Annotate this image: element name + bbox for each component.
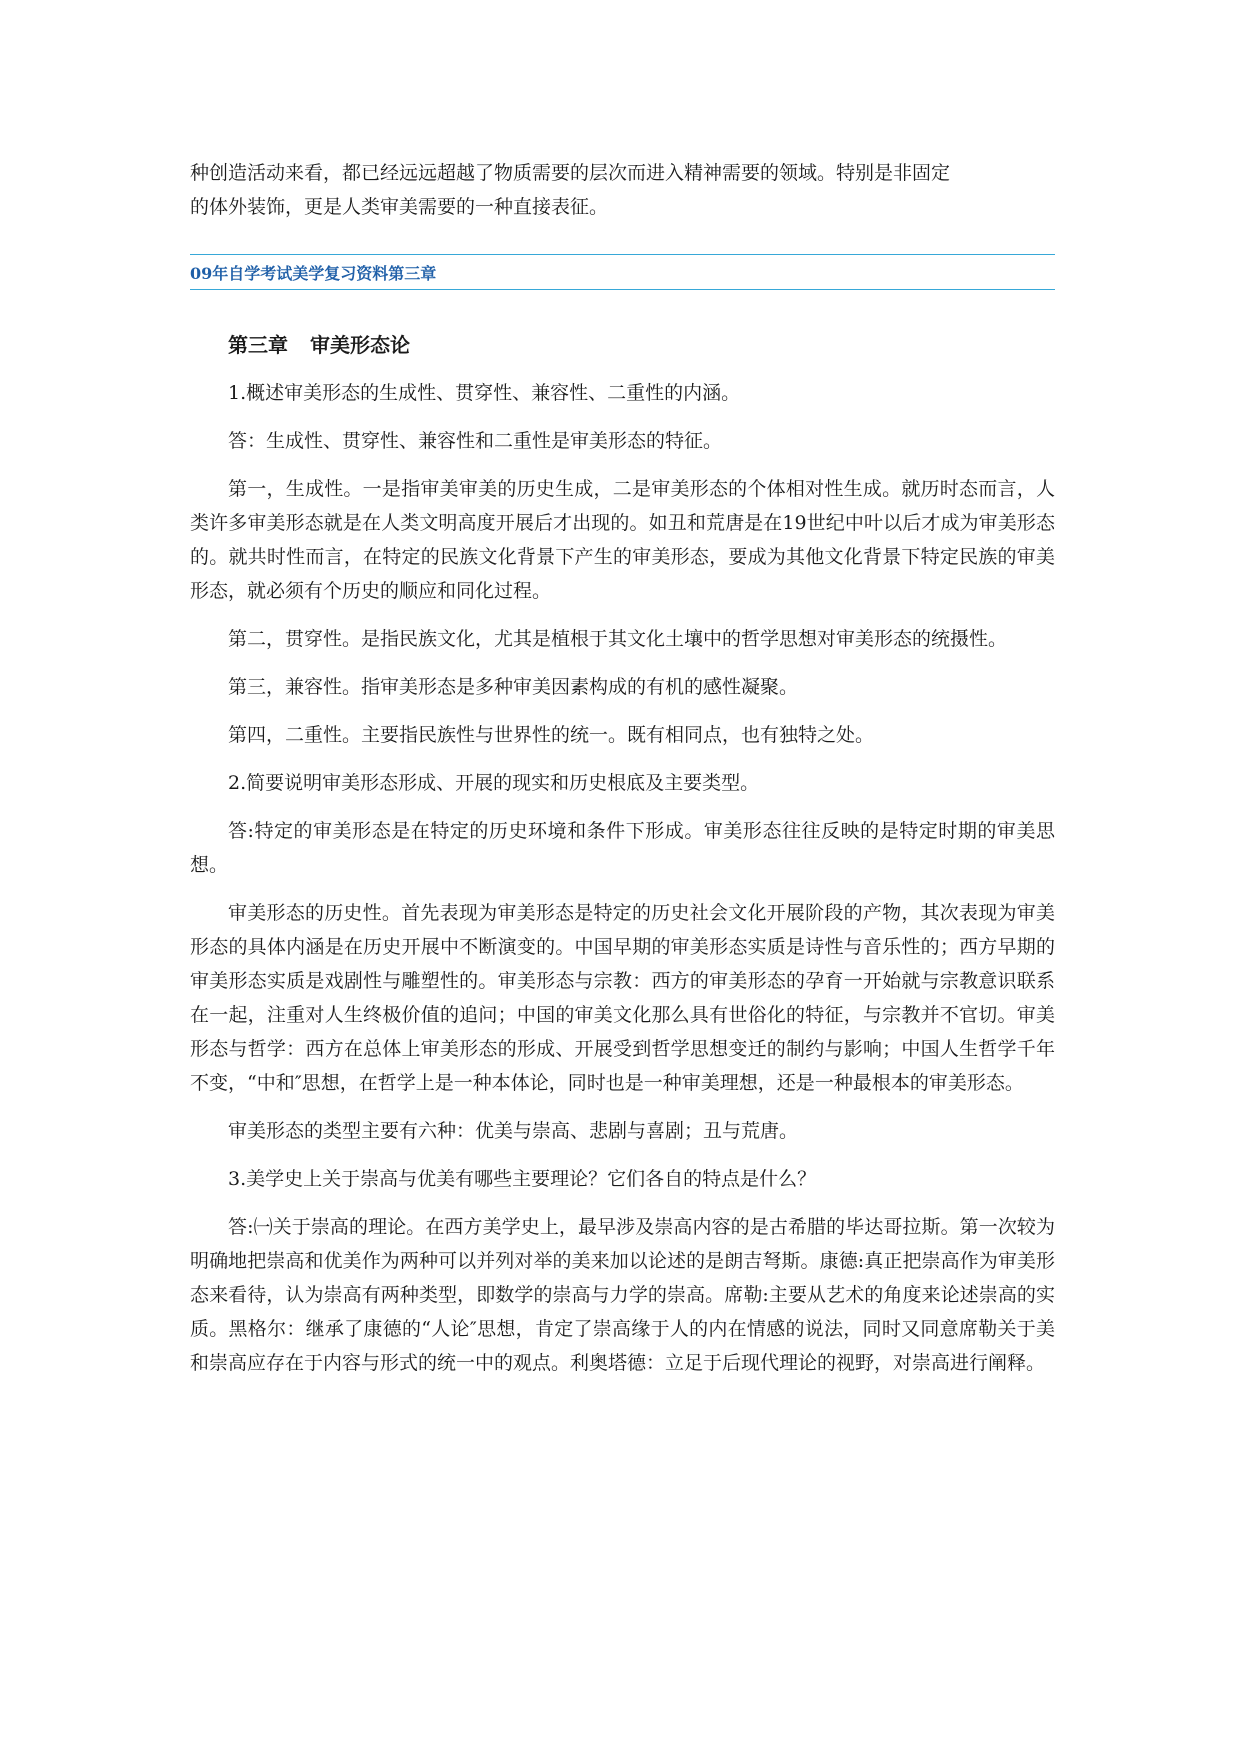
answer-2: 答:特定的审美形态是在特定的历史环境和条件下形成。审美形态往往反映的是特定时期的审美思想。: [190, 820, 1055, 876]
question-1: 1.概述审美形态的生成性、贯穿性、兼容性、二重性的内涵。: [228, 382, 741, 404]
answer-3: 答:㈠关于崇高的理论。在西方美学史上，最早涉及崇高内容的是古希腊的毕达哥拉斯。第一次较为明确地把崇高和优美作为两种可以并列对举的美来加以论述的是朗吉弩斯。康德:真正把崇高作为审美形态来看待，认为崇高有两种类型，即数学的崇高与力学的崇高。席勒:主要从艺术的角度来论述崇高的实质。黑格尔：继承了康德的“人论″思想，肯定了崇高缘于人的内在情感的说法，同时又同意席勒关于美和崇高应存在于内容与形式的统一中的观点。利奥塔德：立足于后现代理论的视野，对崇高进行阐释。: [190, 1216, 1055, 1374]
question-3: 3.美学史上关于崇高与优美有哪些主要理论？它们各自的特点是什么？: [228, 1168, 817, 1190]
paragraph-third: 第三，兼容性。指审美形态是多种审美因素构成的有机的感性凝聚。: [228, 676, 799, 698]
intro-line-1: 种创造活动来看，都已经远远超越了物质需要的层次而进入精神需要的领域。特别是非固定: [190, 162, 951, 184]
answer-1: 答：生成性、贯穿性、兼容性和二重性是审美形态的特征。: [228, 430, 723, 452]
intro-line-2: 的体外装饰，更是人类审美需要的一种直接表征。: [190, 196, 609, 218]
article-title[interactable]: 09年自学考试美学复习资料第三章: [190, 264, 437, 283]
paragraph-second: 第二，贯穿性。是指民族文化，尤其是植根于其文化土壤中的哲学思想对审美形态的统摄性。: [228, 628, 1008, 650]
paragraph-fourth: 第四，二重性。主要指民族性与世界性的统一。既有相同点，也有独特之处。: [228, 724, 875, 746]
chapter-heading: [190, 328, 1055, 362]
chapter-label: 第三章: [228, 333, 288, 357]
paragraph-first: 第一，生成性。一是指审美审美的历史生成，二是审美形态的个体相对性生成。就历时态而言，人类许多审美形态就是在人类文明高度开展后才出现的。如丑和荒唐是在19世纪中叶以后才成为审美形态的。就共时性而言，在特定的民族文化背景下产生的审美形态，要成为其他文化背景下特定民族的审美形态，就必须有个历史的顺应和同化过程。: [190, 478, 1055, 602]
chapter-name: 审美形态论: [310, 333, 410, 357]
article-title-bar: [190, 254, 1055, 290]
paragraph-history: 审美形态的历史性。首先表现为审美形态是特定的历史社会文化开展阶段的产物，其次表现为审美形态的具体内涵是在历史开展中不断演变的。中国早期的审美形态实质是诗性与音乐性的；西方早期的审美形态实质是戏剧性与雕塑性的。审美形态与宗教：西方的审美形态的孕育一开始就与宗教意识联系在一起，注重对人生终极价值的追问；中国的审美文化那么具有世俗化的特征，与宗教并不官切。审美形态与哲学：西方在总体上审美形态的形成、开展受到哲学思想变迁的制约与影响；中国人生哲学千年不变，“中和″思想，在哲学上是一种本体论，同时也是一种审美理想，还是一种最根本的审美形态。: [190, 902, 1055, 1094]
page-content: [190, 156, 1055, 1380]
paragraph-types: 审美形态的类型主要有六种：优美与崇高、悲剧与喜剧；丑与荒唐。: [228, 1120, 799, 1142]
intro-paragraph: [190, 156, 1055, 224]
question-2: 2.简要说明审美形态形成、开展的现实和历史根底及主要类型。: [228, 772, 760, 794]
